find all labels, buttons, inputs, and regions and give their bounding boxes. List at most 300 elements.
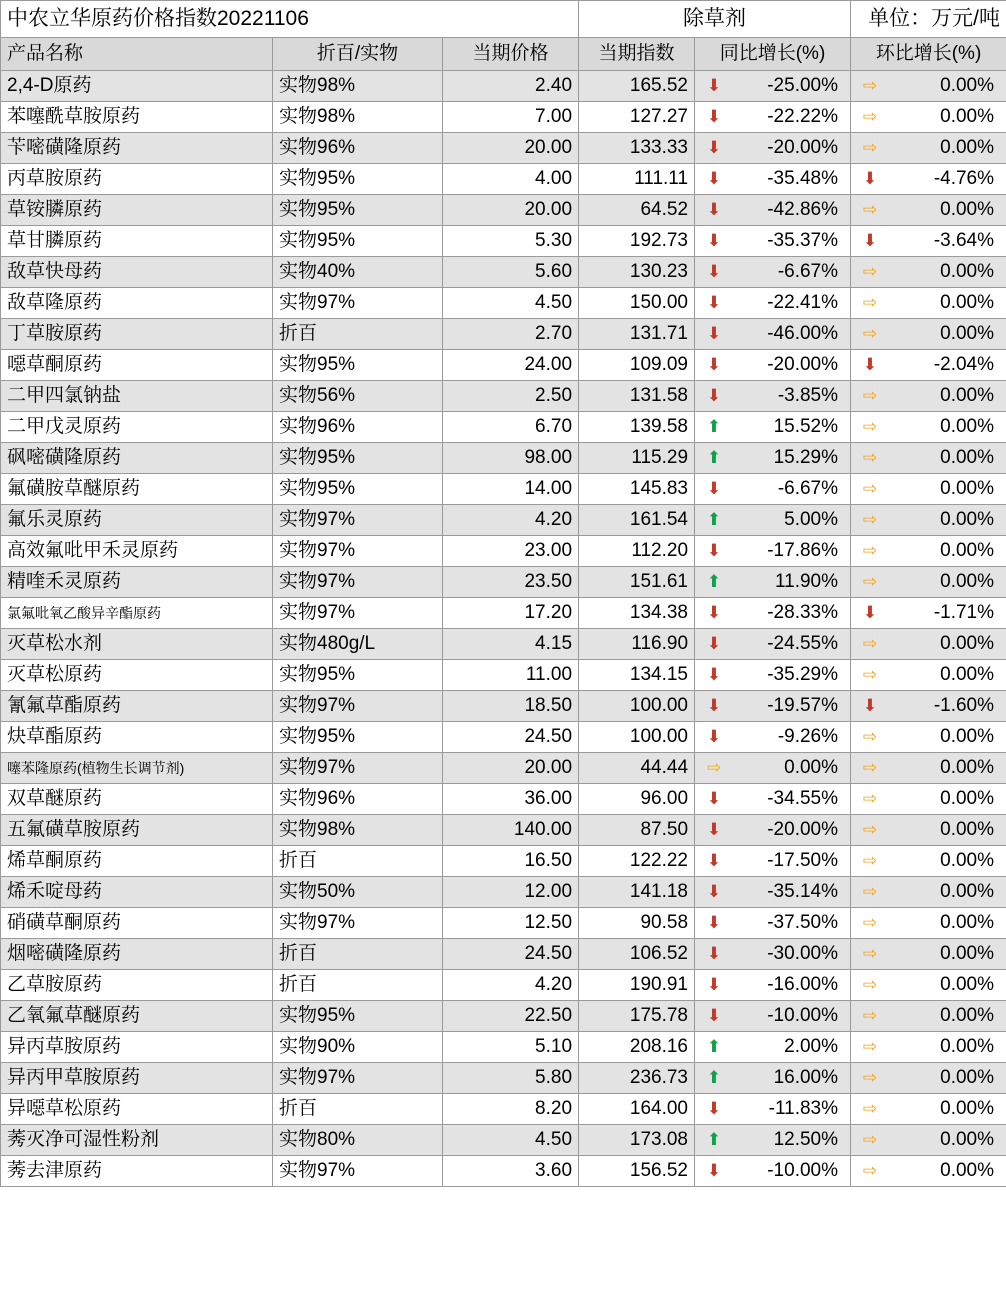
arrow-down-icon: ⬇ bbox=[706, 789, 722, 808]
yoy-change bbox=[695, 226, 851, 257]
arrow-down-icon: ⬇ bbox=[706, 882, 722, 901]
arrow-down-icon: ⬇ bbox=[706, 944, 722, 963]
arrow-down-icon: ⬇ bbox=[862, 355, 878, 374]
current-index: 208.16 bbox=[579, 1032, 695, 1063]
table-row bbox=[1, 474, 1006, 505]
table-row bbox=[1, 102, 1006, 133]
mom-value: 0.00% bbox=[940, 1067, 995, 1088]
product-spec: 实物95% bbox=[273, 474, 443, 505]
yoy-value: -24.55% bbox=[767, 633, 839, 654]
mom-value: -1.71% bbox=[933, 602, 995, 623]
table-row bbox=[1, 1125, 1006, 1156]
product-spec: 实物97% bbox=[273, 753, 443, 784]
mom-change bbox=[851, 1063, 1006, 1094]
mom-change bbox=[851, 877, 1006, 908]
arrow-down-icon: ⬇ bbox=[706, 727, 722, 746]
table-row bbox=[1, 846, 1006, 877]
product-name: 灭草松原药 bbox=[1, 660, 273, 691]
mom-change bbox=[851, 474, 1006, 505]
product-name: 烯草酮原药 bbox=[1, 846, 273, 877]
yoy-change bbox=[695, 846, 851, 877]
arrow-flat-icon: ⇨ bbox=[862, 417, 878, 436]
product-spec: 实物95% bbox=[273, 660, 443, 691]
current-price: 16.50 bbox=[443, 846, 579, 877]
current-price: 12.00 bbox=[443, 877, 579, 908]
current-index: 111.11 bbox=[579, 164, 695, 195]
arrow-flat-icon: ⇨ bbox=[862, 789, 878, 808]
current-index: 130.23 bbox=[579, 257, 695, 288]
yoy-value: -16.00% bbox=[767, 974, 839, 995]
product-spec: 实物98% bbox=[273, 815, 443, 846]
mom-change bbox=[851, 257, 1006, 288]
yoy-change bbox=[695, 319, 851, 350]
column-header: 同比增长(%) bbox=[695, 38, 851, 71]
product-spec: 实物96% bbox=[273, 412, 443, 443]
table-row bbox=[1, 164, 1006, 195]
yoy-change bbox=[695, 381, 851, 412]
product-spec: 实物97% bbox=[273, 536, 443, 567]
mom-value: 0.00% bbox=[940, 478, 995, 499]
arrow-flat-icon: ⇨ bbox=[862, 727, 878, 746]
table-row bbox=[1, 1063, 1006, 1094]
yoy-change bbox=[695, 257, 851, 288]
yoy-change bbox=[695, 195, 851, 226]
table-header-row bbox=[1, 38, 1006, 71]
table-row bbox=[1, 1094, 1006, 1125]
column-header: 当期价格 bbox=[443, 38, 579, 71]
mom-change bbox=[851, 226, 1006, 257]
yoy-value: -22.22% bbox=[767, 106, 839, 127]
product-spec: 折百 bbox=[273, 1094, 443, 1125]
mom-value: 0.00% bbox=[940, 75, 995, 96]
arrow-down-icon: ⬇ bbox=[706, 541, 722, 560]
table-row bbox=[1, 815, 1006, 846]
yoy-change bbox=[695, 133, 851, 164]
arrow-up-icon: ⬆ bbox=[706, 1068, 722, 1087]
arrow-flat-icon: ⇨ bbox=[862, 944, 878, 963]
table-row bbox=[1, 350, 1006, 381]
product-spec: 实物97% bbox=[273, 505, 443, 536]
current-price: 20.00 bbox=[443, 195, 579, 226]
yoy-change bbox=[695, 412, 851, 443]
arrow-down-icon: ⬇ bbox=[706, 76, 722, 95]
yoy-change bbox=[695, 102, 851, 133]
arrow-flat-icon: ⇨ bbox=[862, 820, 878, 839]
current-price: 2.50 bbox=[443, 381, 579, 412]
table-row bbox=[1, 970, 1006, 1001]
table-row bbox=[1, 939, 1006, 970]
mom-value: 0.00% bbox=[940, 726, 995, 747]
current-price: 7.00 bbox=[443, 102, 579, 133]
yoy-value: 11.90% bbox=[774, 571, 839, 592]
product-spec: 折百 bbox=[273, 319, 443, 350]
current-price: 98.00 bbox=[443, 443, 579, 474]
arrow-down-icon: ⬇ bbox=[706, 200, 722, 219]
yoy-change bbox=[695, 1094, 851, 1125]
product-name: 砜嘧磺隆原药 bbox=[1, 443, 273, 474]
arrow-flat-icon: ⇨ bbox=[862, 634, 878, 653]
current-price: 4.15 bbox=[443, 629, 579, 660]
yoy-value: -22.41% bbox=[767, 292, 839, 313]
arrow-flat-icon: ⇨ bbox=[862, 975, 878, 994]
arrow-down-icon: ⬇ bbox=[706, 107, 722, 126]
arrow-up-icon: ⬆ bbox=[706, 572, 722, 591]
yoy-change bbox=[695, 1125, 851, 1156]
product-spec: 实物90% bbox=[273, 1032, 443, 1063]
product-spec: 实物97% bbox=[273, 288, 443, 319]
mom-change bbox=[851, 319, 1006, 350]
yoy-value: 15.29% bbox=[773, 447, 839, 468]
arrow-down-icon: ⬇ bbox=[862, 169, 878, 188]
arrow-flat-icon: ⇨ bbox=[862, 758, 878, 777]
current-price: 6.70 bbox=[443, 412, 579, 443]
current-index: 151.61 bbox=[579, 567, 695, 598]
table-row bbox=[1, 195, 1006, 226]
mom-value: 0.00% bbox=[940, 292, 995, 313]
current-index: 96.00 bbox=[579, 784, 695, 815]
current-price: 3.60 bbox=[443, 1156, 579, 1187]
mom-value: 0.00% bbox=[940, 385, 995, 406]
yoy-change bbox=[695, 1032, 851, 1063]
arrow-down-icon: ⬇ bbox=[706, 1099, 722, 1118]
column-header: 产品名称 bbox=[1, 38, 273, 71]
product-spec: 实物97% bbox=[273, 1063, 443, 1094]
product-spec: 实物50% bbox=[273, 877, 443, 908]
product-name: 五氟磺草胺原药 bbox=[1, 815, 273, 846]
product-name: 苯噻酰草胺原药 bbox=[1, 102, 273, 133]
mom-change bbox=[851, 722, 1006, 753]
product-spec: 实物95% bbox=[273, 195, 443, 226]
arrow-up-icon: ⬆ bbox=[706, 1130, 722, 1149]
yoy-value: 2.00% bbox=[784, 1036, 839, 1057]
yoy-change bbox=[695, 1063, 851, 1094]
current-index: 139.58 bbox=[579, 412, 695, 443]
mom-value: 0.00% bbox=[940, 323, 995, 344]
yoy-value: -6.67% bbox=[777, 261, 839, 282]
table-row bbox=[1, 381, 1006, 412]
mom-change bbox=[851, 288, 1006, 319]
current-price: 8.20 bbox=[443, 1094, 579, 1125]
product-name: 氟乐灵原药 bbox=[1, 505, 273, 536]
product-name: 硝磺草酮原药 bbox=[1, 908, 273, 939]
yoy-change bbox=[695, 722, 851, 753]
current-price: 4.20 bbox=[443, 505, 579, 536]
yoy-value: -35.29% bbox=[767, 664, 839, 685]
yoy-change bbox=[695, 1001, 851, 1032]
mom-value: 0.00% bbox=[940, 540, 995, 561]
table-row bbox=[1, 629, 1006, 660]
yoy-value: -19.57% bbox=[767, 695, 839, 716]
yoy-change bbox=[695, 784, 851, 815]
current-index: 161.54 bbox=[579, 505, 695, 536]
current-index: 116.90 bbox=[579, 629, 695, 660]
unit-label: 单位：万元/吨 bbox=[851, 1, 1006, 38]
arrow-flat-icon: ⇨ bbox=[862, 1068, 878, 1087]
product-name: 二甲四氯钠盐 bbox=[1, 381, 273, 412]
arrow-flat-icon: ⇨ bbox=[706, 758, 722, 777]
current-price: 4.50 bbox=[443, 288, 579, 319]
yoy-change bbox=[695, 288, 851, 319]
arrow-flat-icon: ⇨ bbox=[862, 200, 878, 219]
arrow-down-icon: ⬇ bbox=[706, 634, 722, 653]
arrow-up-icon: ⬆ bbox=[706, 448, 722, 467]
product-name: 丙草胺原药 bbox=[1, 164, 273, 195]
arrow-flat-icon: ⇨ bbox=[862, 1130, 878, 1149]
mom-change bbox=[851, 846, 1006, 877]
product-spec: 实物97% bbox=[273, 598, 443, 629]
product-name: 苄嘧磺隆原药 bbox=[1, 133, 273, 164]
arrow-down-icon: ⬇ bbox=[706, 1161, 722, 1180]
mom-value: 0.00% bbox=[940, 261, 995, 282]
product-name: 二甲戊灵原药 bbox=[1, 412, 273, 443]
mom-value: 0.00% bbox=[940, 943, 995, 964]
current-price: 4.20 bbox=[443, 970, 579, 1001]
yoy-value: -20.00% bbox=[767, 819, 839, 840]
yoy-value: -37.50% bbox=[767, 912, 839, 933]
current-index: 87.50 bbox=[579, 815, 695, 846]
product-name: 异丙草胺原药 bbox=[1, 1032, 273, 1063]
current-price: 24.50 bbox=[443, 722, 579, 753]
current-price: 140.00 bbox=[443, 815, 579, 846]
product-spec: 实物95% bbox=[273, 350, 443, 381]
mom-value: 0.00% bbox=[940, 881, 995, 902]
current-price: 23.00 bbox=[443, 536, 579, 567]
mom-value: -1.60% bbox=[933, 695, 995, 716]
product-name: 乙氧氟草醚原药 bbox=[1, 1001, 273, 1032]
current-price: 20.00 bbox=[443, 133, 579, 164]
yoy-change bbox=[695, 443, 851, 474]
table-row bbox=[1, 753, 1006, 784]
yoy-value: -20.00% bbox=[767, 354, 839, 375]
arrow-down-icon: ⬇ bbox=[706, 293, 722, 312]
product-spec: 实物96% bbox=[273, 133, 443, 164]
product-spec: 实物97% bbox=[273, 691, 443, 722]
arrow-down-icon: ⬇ bbox=[706, 603, 722, 622]
table-row bbox=[1, 908, 1006, 939]
arrow-flat-icon: ⇨ bbox=[862, 1099, 878, 1118]
current-price: 14.00 bbox=[443, 474, 579, 505]
yoy-change bbox=[695, 753, 851, 784]
column-header: 折百/实物 bbox=[273, 38, 443, 71]
mom-value: 0.00% bbox=[940, 106, 995, 127]
arrow-up-icon: ⬆ bbox=[706, 417, 722, 436]
arrow-flat-icon: ⇨ bbox=[862, 851, 878, 870]
product-name: 炔草酯原药 bbox=[1, 722, 273, 753]
yoy-change bbox=[695, 629, 851, 660]
yoy-change bbox=[695, 877, 851, 908]
product-spec: 实物96% bbox=[273, 784, 443, 815]
mom-value: 0.00% bbox=[940, 788, 995, 809]
mom-value: 0.00% bbox=[940, 571, 995, 592]
yoy-change bbox=[695, 474, 851, 505]
product-spec: 实物95% bbox=[273, 443, 443, 474]
current-price: 4.50 bbox=[443, 1125, 579, 1156]
product-name: 异丙甲草胺原药 bbox=[1, 1063, 273, 1094]
arrow-flat-icon: ⇨ bbox=[862, 510, 878, 529]
arrow-down-icon: ⬇ bbox=[706, 975, 722, 994]
mom-value: -3.64% bbox=[933, 230, 995, 251]
current-index: 164.00 bbox=[579, 1094, 695, 1125]
mom-value: 0.00% bbox=[940, 1036, 995, 1057]
arrow-down-icon: ⬇ bbox=[706, 138, 722, 157]
yoy-value: 5.00% bbox=[784, 509, 839, 530]
yoy-change bbox=[695, 350, 851, 381]
yoy-value: -6.67% bbox=[777, 478, 839, 499]
arrow-down-icon: ⬇ bbox=[706, 665, 722, 684]
yoy-value: -17.86% bbox=[767, 540, 839, 561]
table-row bbox=[1, 71, 1006, 102]
yoy-change bbox=[695, 164, 851, 195]
mom-value: 0.00% bbox=[940, 664, 995, 685]
yoy-value: -35.14% bbox=[767, 881, 839, 902]
column-header: 环比增长(%) bbox=[851, 38, 1006, 71]
mom-change bbox=[851, 598, 1006, 629]
current-index: 115.29 bbox=[579, 443, 695, 474]
product-name: 烯禾啶母药 bbox=[1, 877, 273, 908]
current-index: 127.27 bbox=[579, 102, 695, 133]
current-index: 145.83 bbox=[579, 474, 695, 505]
arrow-flat-icon: ⇨ bbox=[862, 882, 878, 901]
arrow-down-icon: ⬇ bbox=[706, 355, 722, 374]
current-price: 20.00 bbox=[443, 753, 579, 784]
arrow-flat-icon: ⇨ bbox=[862, 262, 878, 281]
current-price: 5.30 bbox=[443, 226, 579, 257]
yoy-value: -3.85% bbox=[777, 385, 839, 406]
table-row bbox=[1, 567, 1006, 598]
mom-value: 0.00% bbox=[940, 1098, 995, 1119]
yoy-change bbox=[695, 815, 851, 846]
yoy-value: -10.00% bbox=[767, 1160, 839, 1181]
mom-value: -2.04% bbox=[933, 354, 995, 375]
yoy-value: -11.83% bbox=[768, 1098, 839, 1119]
mom-value: 0.00% bbox=[940, 416, 995, 437]
product-name: 精喹禾灵原药 bbox=[1, 567, 273, 598]
yoy-change bbox=[695, 970, 851, 1001]
yoy-value: -34.55% bbox=[767, 788, 839, 809]
arrow-down-icon: ⬇ bbox=[862, 231, 878, 250]
current-index: 44.44 bbox=[579, 753, 695, 784]
product-name: 敌草快母药 bbox=[1, 257, 273, 288]
yoy-change bbox=[695, 505, 851, 536]
product-spec: 实物480g/L bbox=[273, 629, 443, 660]
mom-value: 0.00% bbox=[940, 974, 995, 995]
mom-change bbox=[851, 1156, 1006, 1187]
yoy-value: -42.86% bbox=[767, 199, 839, 220]
yoy-value: -10.00% bbox=[767, 1005, 839, 1026]
table-row bbox=[1, 1156, 1006, 1187]
product-name: 乙草胺原药 bbox=[1, 970, 273, 1001]
mom-change bbox=[851, 443, 1006, 474]
product-spec: 实物97% bbox=[273, 908, 443, 939]
yoy-value: -46.00% bbox=[767, 323, 839, 344]
arrow-flat-icon: ⇨ bbox=[862, 138, 878, 157]
product-spec: 实物40% bbox=[273, 257, 443, 288]
product-name: 噻苯隆原药(植物生长调节剂) bbox=[1, 753, 273, 784]
arrow-down-icon: ⬇ bbox=[706, 851, 722, 870]
arrow-down-icon: ⬇ bbox=[706, 324, 722, 343]
current-price: 4.00 bbox=[443, 164, 579, 195]
current-index: 236.73 bbox=[579, 1063, 695, 1094]
yoy-value: 15.52% bbox=[773, 416, 839, 437]
arrow-down-icon: ⬇ bbox=[706, 169, 722, 188]
yoy-value: -25.00% bbox=[767, 75, 839, 96]
current-price: 2.70 bbox=[443, 319, 579, 350]
table-row bbox=[1, 319, 1006, 350]
product-name: 莠灭净可湿性粉剂 bbox=[1, 1125, 273, 1156]
current-price: 22.50 bbox=[443, 1001, 579, 1032]
current-index: 112.20 bbox=[579, 536, 695, 567]
product-name: 高效氟吡甲禾灵原药 bbox=[1, 536, 273, 567]
arrow-flat-icon: ⇨ bbox=[862, 107, 878, 126]
mom-change bbox=[851, 133, 1006, 164]
product-spec: 实物95% bbox=[273, 164, 443, 195]
product-spec: 实物95% bbox=[273, 226, 443, 257]
product-spec: 实物98% bbox=[273, 71, 443, 102]
current-index: 100.00 bbox=[579, 722, 695, 753]
yoy-change bbox=[695, 908, 851, 939]
yoy-value: -28.33% bbox=[767, 602, 839, 623]
mom-change bbox=[851, 567, 1006, 598]
column-header: 当期指数 bbox=[579, 38, 695, 71]
mom-change bbox=[851, 815, 1006, 846]
current-index: 190.91 bbox=[579, 970, 695, 1001]
mom-change bbox=[851, 691, 1006, 722]
table-row bbox=[1, 443, 1006, 474]
arrow-down-icon: ⬇ bbox=[706, 1006, 722, 1025]
yoy-change bbox=[695, 536, 851, 567]
mom-change bbox=[851, 102, 1006, 133]
product-name: 2,4-D原药 bbox=[1, 71, 273, 102]
yoy-change bbox=[695, 939, 851, 970]
mom-value: -4.76% bbox=[933, 168, 995, 189]
yoy-value: -35.37% bbox=[767, 230, 839, 251]
page-title: 中农立华原药价格指数20221106 bbox=[1, 1, 579, 38]
mom-change bbox=[851, 536, 1006, 567]
arrow-down-icon: ⬇ bbox=[706, 231, 722, 250]
product-name: 氟磺胺草醚原药 bbox=[1, 474, 273, 505]
mom-change bbox=[851, 970, 1006, 1001]
table-row bbox=[1, 505, 1006, 536]
product-name: 氯氟吡氧乙酸异辛酯原药 bbox=[1, 598, 273, 629]
arrow-down-icon: ⬇ bbox=[706, 386, 722, 405]
title-row bbox=[1, 1, 1006, 38]
mom-change bbox=[851, 381, 1006, 412]
current-price: 24.00 bbox=[443, 350, 579, 381]
product-name: 氰氟草酯原药 bbox=[1, 691, 273, 722]
mom-value: 0.00% bbox=[940, 447, 995, 468]
current-price: 17.20 bbox=[443, 598, 579, 629]
table-row bbox=[1, 536, 1006, 567]
product-spec: 实物80% bbox=[273, 1125, 443, 1156]
mom-change bbox=[851, 412, 1006, 443]
mom-value: 0.00% bbox=[940, 199, 995, 220]
arrow-flat-icon: ⇨ bbox=[862, 572, 878, 591]
mom-change bbox=[851, 660, 1006, 691]
mom-value: 0.00% bbox=[940, 633, 995, 654]
current-index: 100.00 bbox=[579, 691, 695, 722]
table-row bbox=[1, 133, 1006, 164]
arrow-up-icon: ⬆ bbox=[706, 1037, 722, 1056]
arrow-flat-icon: ⇨ bbox=[862, 479, 878, 498]
arrow-flat-icon: ⇨ bbox=[862, 913, 878, 932]
current-index: 122.22 bbox=[579, 846, 695, 877]
product-name: 丁草胺原药 bbox=[1, 319, 273, 350]
mom-change bbox=[851, 1125, 1006, 1156]
mom-change bbox=[851, 1001, 1006, 1032]
mom-change bbox=[851, 629, 1006, 660]
product-name: 噁草酮原药 bbox=[1, 350, 273, 381]
mom-value: 0.00% bbox=[940, 850, 995, 871]
